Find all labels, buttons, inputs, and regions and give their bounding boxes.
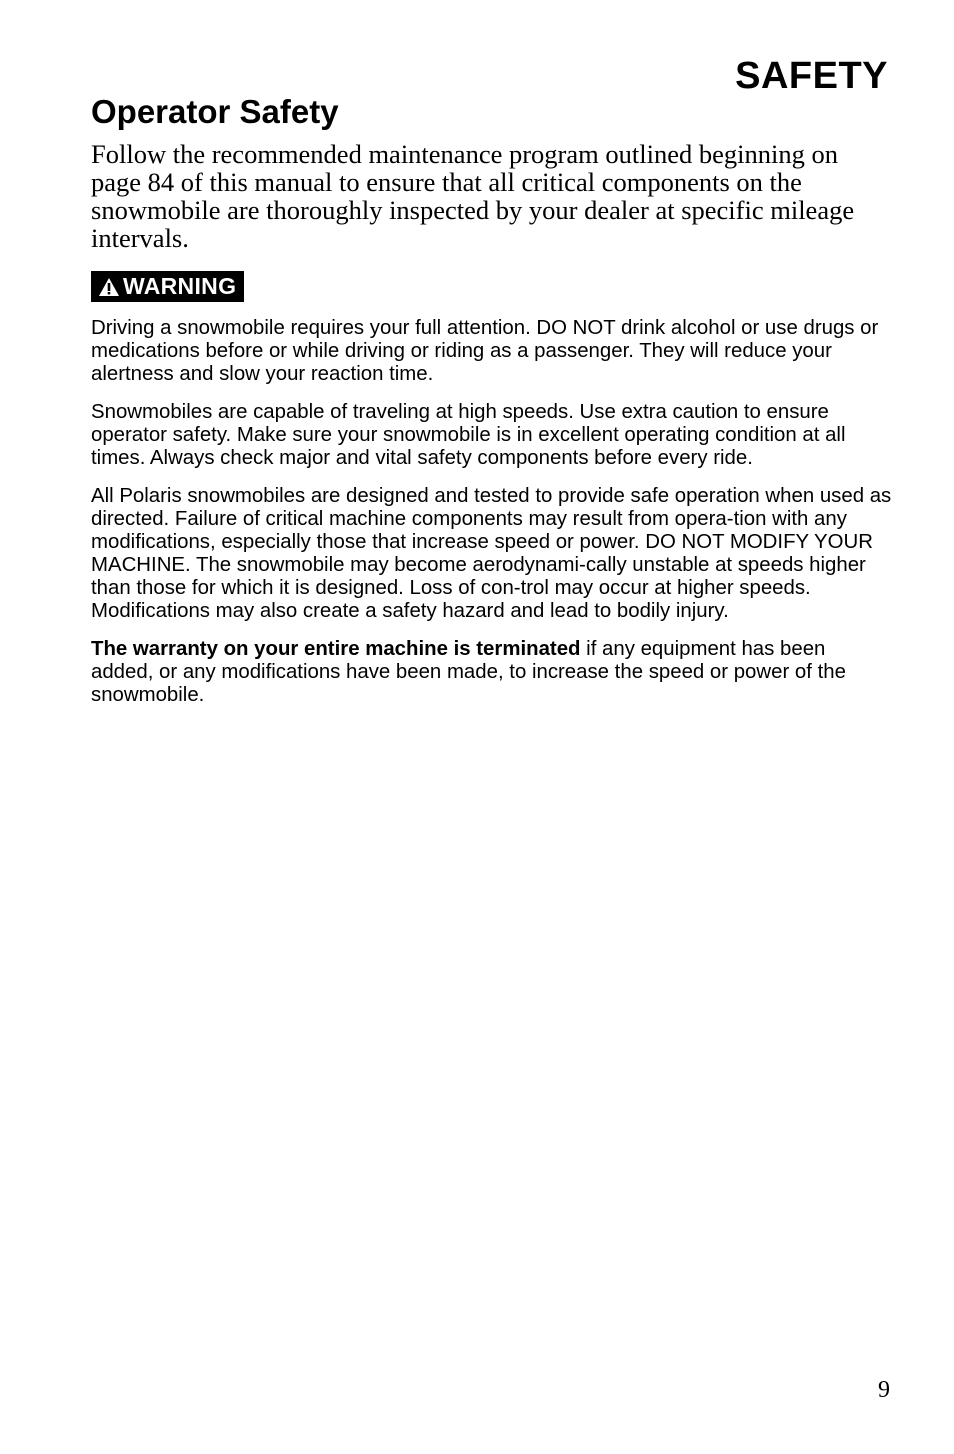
warranty-paragraph	[91, 638, 893, 707]
page-heading: Operator Safety	[91, 93, 339, 130]
warning-paragraph-3: All Polaris snowmobiles are designed and tested to provide safe operation when used as directed. Failure of critical machine components may result from opera-tion with any modifications, especially those that increase speed or power. DO NOT MODIFY YOUR MACHINE. The snowmobile may become aerodynami-cally unstable at speeds higher than those for which it is designed. Loss of con-trol may occur at higher speeds. Modifications may also create a safety hazard and lead to bodily injury.	[91, 485, 892, 622]
warranty-bold-text: The warranty on your entire machine is terminated	[91, 638, 581, 660]
section-title: SAFETY	[735, 55, 888, 97]
warning-label: WARNING	[123, 273, 237, 299]
warning-paragraph-2: Snowmobiles are capable of traveling at high speeds. Use extra caution to ensure operator safety. Make sure your snowmobile is in excellent operating condition at all times. Always check major and vital safety components before every ride.	[91, 401, 846, 469]
warning-badge	[91, 271, 244, 302]
warning-paragraph-1: Driving a snowmobile requires your full attention. DO NOT drink alcohol or use drugs or medications before or while driving or riding as a passenger. They will reduce your alertness and slow your reaction time.	[91, 317, 879, 385]
warning-triangle-icon	[98, 277, 120, 297]
page-number: 9	[878, 1377, 890, 1403]
intro-paragraph: Follow the recommended maintenance program outlined beginning on page 84 of this manual to ensure that all critical components on the snowmobile are thoroughly inspected by your dealer at specific mileage intervals.	[91, 139, 855, 253]
page-content	[91, 92, 893, 707]
warranty-rest-text: if any equipment has been added, or any modifications have been made, to increase the speed or power of the snowmobile.	[91, 638, 846, 706]
